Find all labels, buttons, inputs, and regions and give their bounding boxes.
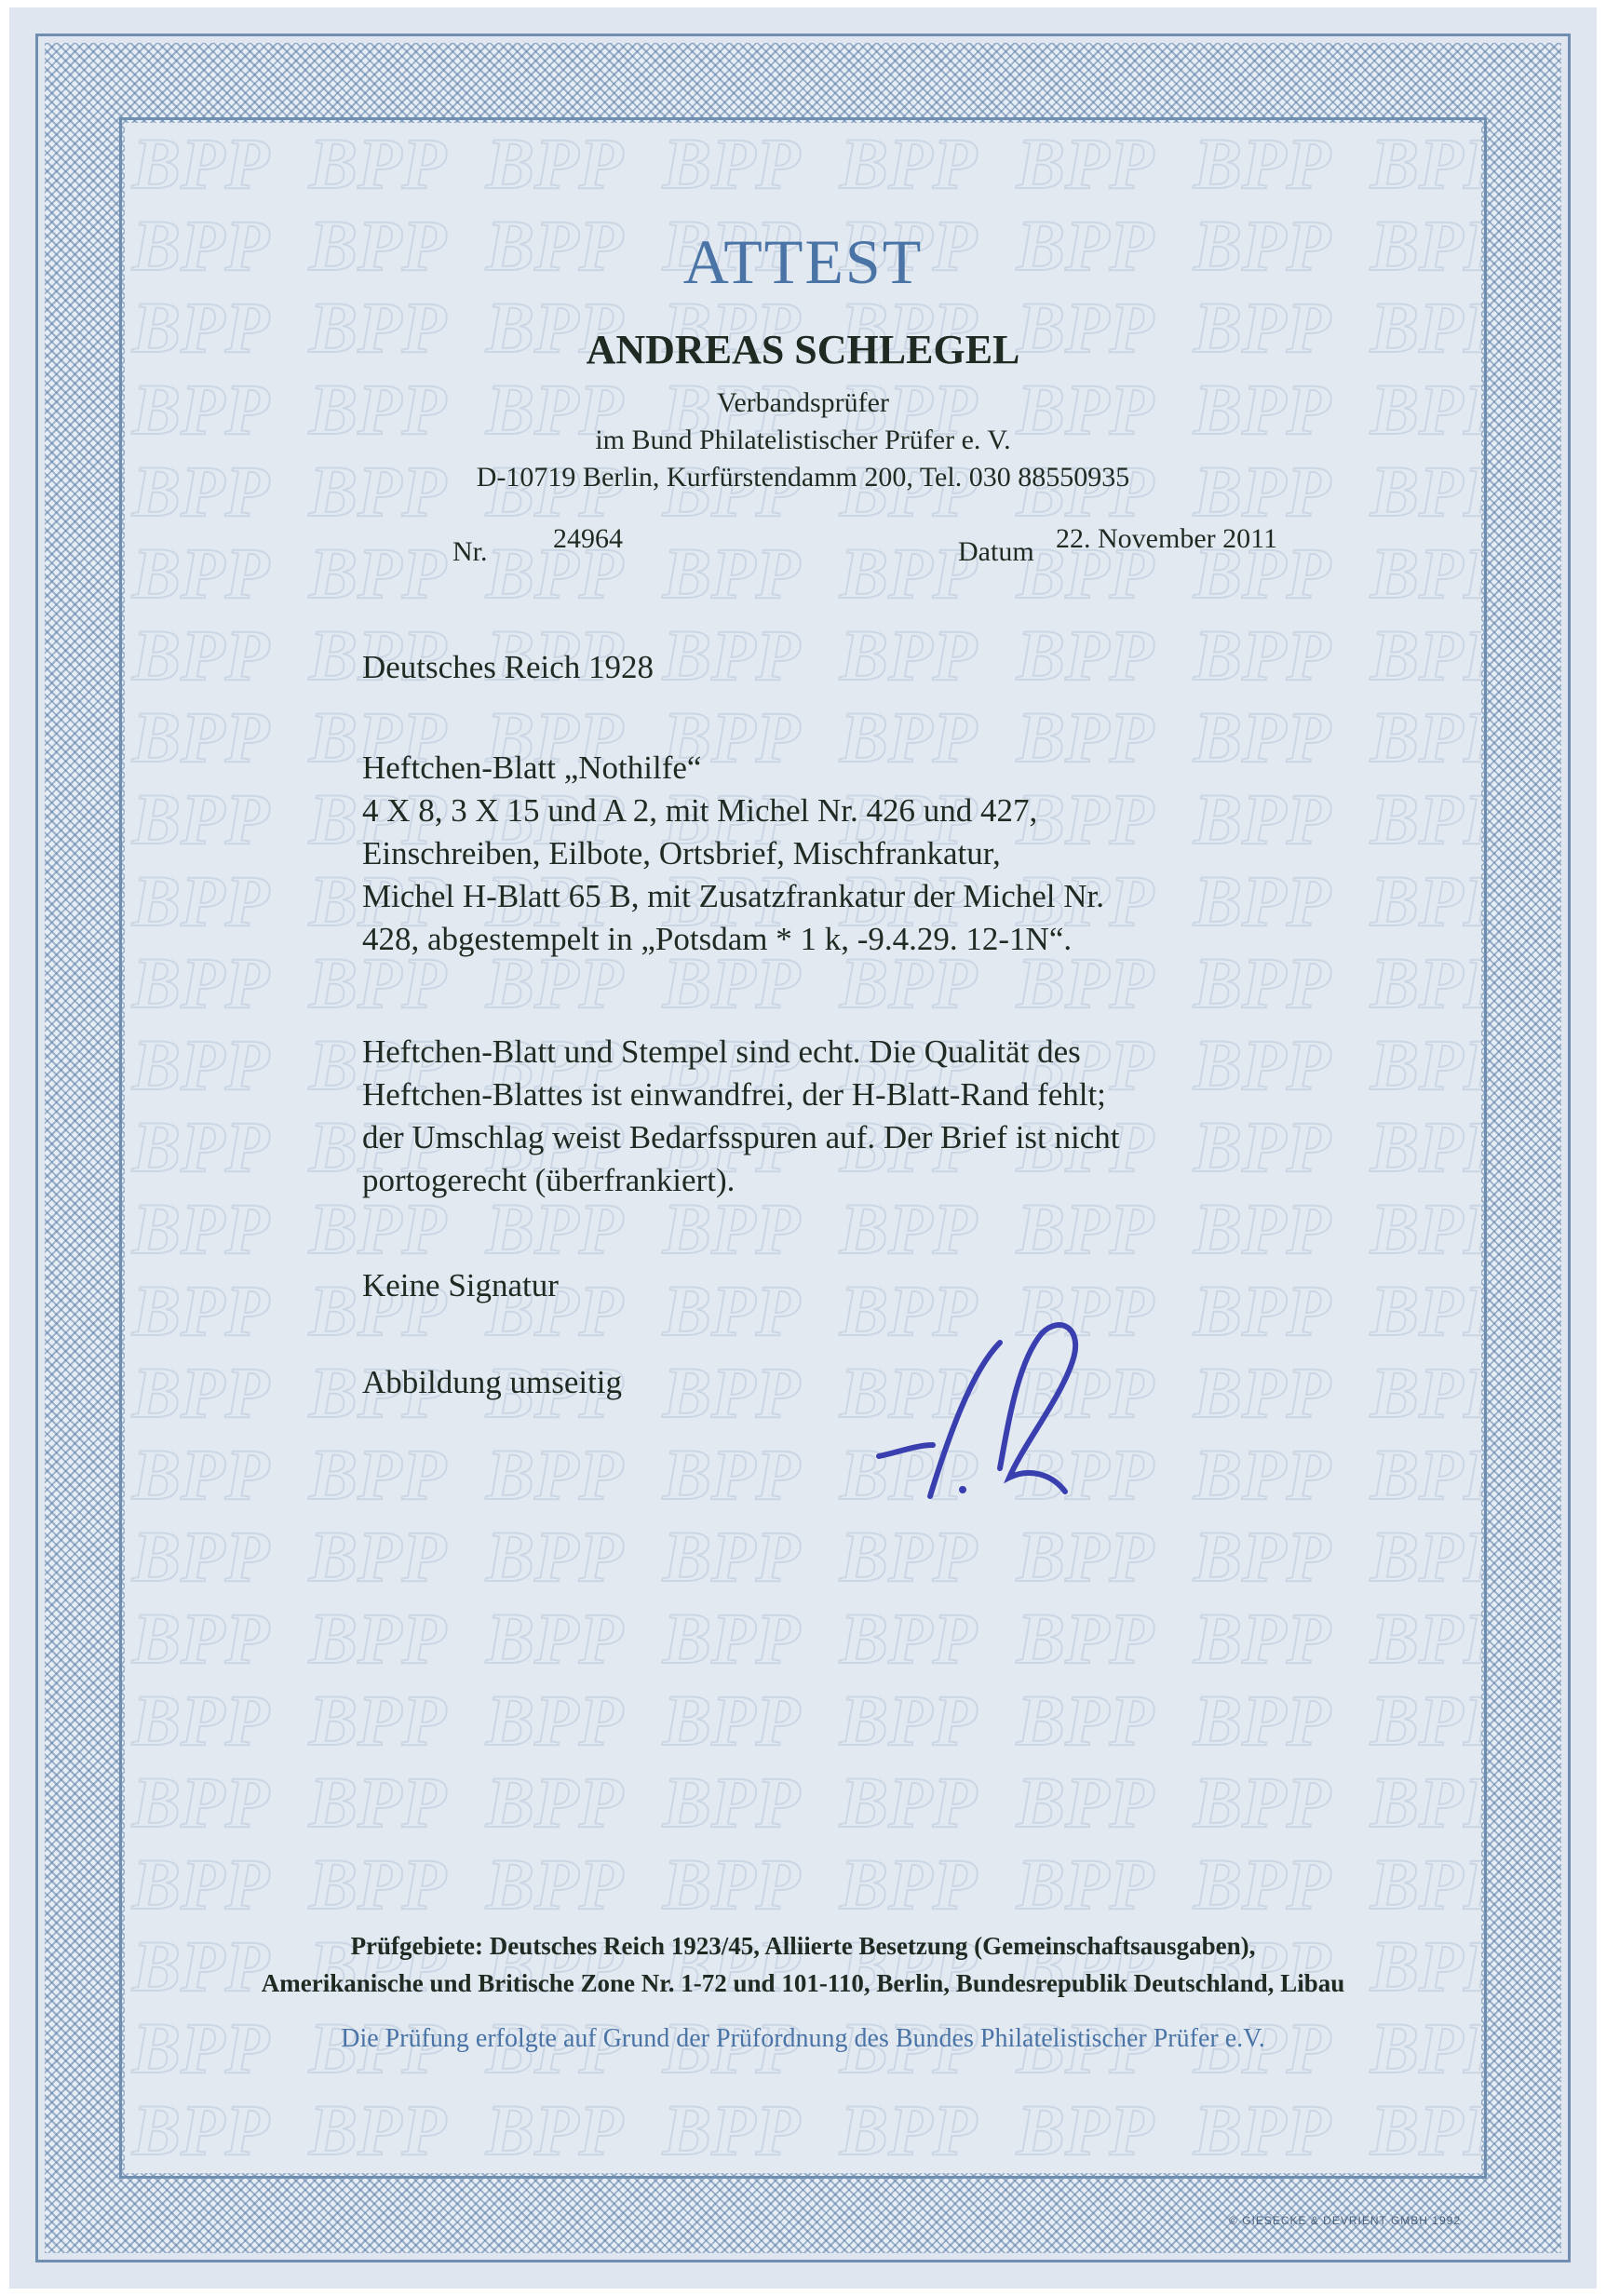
description-block xyxy=(362,747,1104,961)
certificate-panel xyxy=(125,123,1481,2173)
assessment-line: Heftchen-Blatt und Stempel sind echt. Die Qualität des xyxy=(362,1033,1081,1070)
examiner-address: D-10719 Berlin, Kurfürstendamm 200, Tel. 030 88550935 xyxy=(476,462,1130,493)
stamp-area-heading: Deutsches Reich 1928 xyxy=(362,649,654,685)
exam-areas-line-2: Amerikanische und Britische Zone Nr. 1-72 und 101-110, Berlin, Bundesrepublik Deutschland, Libau xyxy=(261,1969,1345,1997)
description-line: Einschreiben, Eilbote, Ortsbrief, Mischfrankatur, xyxy=(362,835,1001,871)
date-value: 22. November 2011 xyxy=(1056,523,1278,554)
description-line: Michel H-Blatt 65 B, mit Zusatzfrankatur der Michel Nr. xyxy=(362,878,1105,914)
number-label: Nr. xyxy=(452,536,488,567)
printer-imprint: © GIESECKE & DEVRIENT GMBH 1992 xyxy=(1228,2214,1461,2227)
assessment-block xyxy=(362,1031,1120,1202)
certificate-title: ATTEST xyxy=(682,226,924,297)
examiner-role: Verbandsprüfer xyxy=(717,387,889,418)
examiner-name: ANDREAS SCHLEGEL xyxy=(586,327,1020,372)
exam-regulation-note: Die Prüfung erfolgte auf Grund der Prüfordnung des Bundes Philatelistischer Prüfer e.V. xyxy=(341,2024,1265,2053)
assessment-line: Heftchen-Blattes ist einwandfrei, der H-Blatt-Rand fehlt; xyxy=(362,1076,1106,1113)
exam-areas-line-1: Prüfgebiete: Deutsches Reich 1923/45, Alliierte Besetzung (Gemeinschaftsausgaben), xyxy=(350,1932,1256,1960)
handwritten-signature xyxy=(860,1305,1102,1529)
number-value: 24964 xyxy=(553,523,623,554)
date-label: Datum xyxy=(958,536,1034,567)
description-line: 428, abgestempelt in „Potsdam * 1 k, -9.4.29. 12-1N“. xyxy=(362,921,1073,957)
signature-note: Keine Signatur xyxy=(362,1267,559,1303)
description-line: Heftchen-Blatt „Nothilfe“ xyxy=(362,750,702,786)
assessment-line: portogerecht (überfrankiert). xyxy=(362,1162,736,1198)
description-line: 4 X 8, 3 X 15 und A 2, mit Michel Nr. 426 und 427, xyxy=(362,792,1038,829)
certificate-sheet xyxy=(9,7,1597,2289)
image-note: Abbildung umseitig xyxy=(362,1364,623,1400)
examiner-association: im Bund Philatelistischer Prüfer e. V. xyxy=(595,425,1011,455)
assessment-line: der Umschlag weist Bedarfsspuren auf. Der Brief ist nicht xyxy=(362,1119,1120,1155)
